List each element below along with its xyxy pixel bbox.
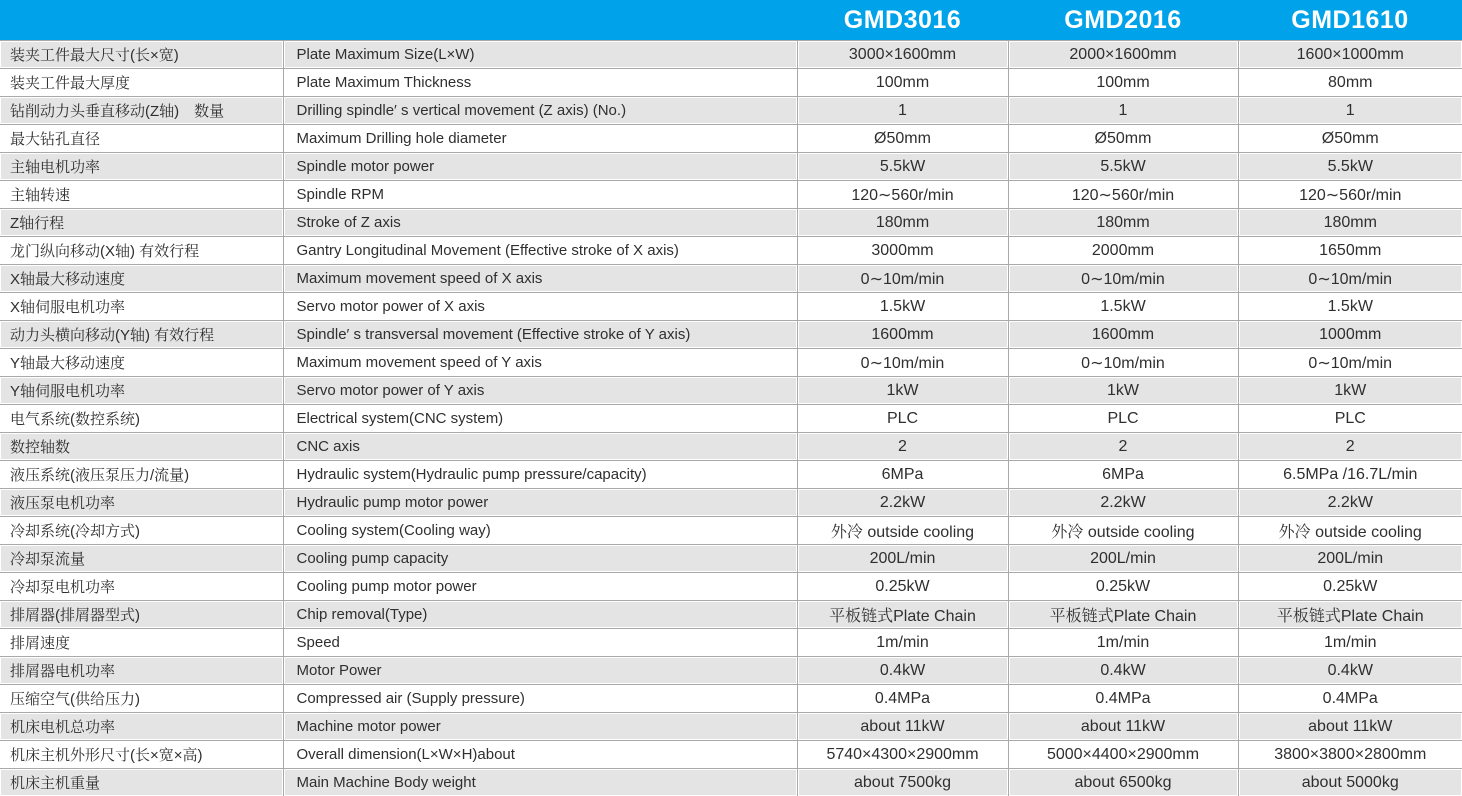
spec-label-cn: 主轴电机功率: [0, 153, 283, 181]
spec-value: 5.5kW: [797, 153, 1008, 181]
table-row: [0, 321, 1462, 349]
spec-label-en: Hydraulic pump motor power: [283, 489, 797, 517]
spec-value: 120∼560r/min: [1238, 181, 1462, 209]
spec-value: 0.4MPa: [797, 685, 1008, 713]
spec-label-en: Spindle motor power: [283, 153, 797, 181]
table-row: [0, 125, 1462, 153]
table-row: [0, 433, 1462, 461]
spec-value: 1.5kW: [1238, 293, 1462, 321]
spec-label-en: Plate Maximum Thickness: [283, 69, 797, 97]
spec-value: 1: [1238, 97, 1462, 125]
table-row: [0, 293, 1462, 321]
table-row: [0, 181, 1462, 209]
spec-value: 0.4kW: [1238, 657, 1462, 685]
spec-value: about 7500kg: [797, 769, 1008, 796]
spec-value: 1000mm: [1238, 321, 1462, 349]
spec-value: PLC: [797, 405, 1008, 433]
spec-value: 0.25kW: [1238, 573, 1462, 601]
spec-value: 200L/min: [1008, 545, 1238, 573]
table-row: [0, 405, 1462, 433]
spec-label-cn: 动力头横向移动(Y轴) 有效行程: [0, 321, 283, 349]
table-row: [0, 153, 1462, 181]
spec-value: 0.4MPa: [1008, 685, 1238, 713]
spec-label-cn: 冷却泵电机功率: [0, 573, 283, 601]
spec-value: 2: [1008, 433, 1238, 461]
table-row: [0, 69, 1462, 97]
spec-value: 3000mm: [797, 237, 1008, 265]
spec-label-cn: X轴伺服电机功率: [0, 293, 283, 321]
spec-label-en: CNC axis: [283, 433, 797, 461]
spec-value: 5.5kW: [1008, 153, 1238, 181]
spec-value: 平板链式Plate Chain: [797, 601, 1008, 629]
spec-label-cn: 冷却系统(冷却方式): [0, 517, 283, 545]
spec-value: 5000×4400×2900mm: [1008, 741, 1238, 769]
spec-label-cn: 钻削动力头垂直移动(Z轴) 数量: [0, 97, 283, 125]
spec-value: 1.5kW: [1008, 293, 1238, 321]
spec-value: 0.25kW: [1008, 573, 1238, 601]
spec-label-en: Main Machine Body weight: [283, 769, 797, 796]
spec-value: 1kW: [1008, 377, 1238, 405]
table-row: [0, 573, 1462, 601]
spec-value: 120∼560r/min: [1008, 181, 1238, 209]
spec-value: 2.2kW: [797, 489, 1008, 517]
header-spacer: [0, 0, 797, 41]
table-row: [0, 657, 1462, 685]
spec-value: 外冷 outside cooling: [797, 517, 1008, 545]
spec-label-en: Motor Power: [283, 657, 797, 685]
spec-value: 1m/min: [1238, 629, 1462, 657]
table-row: [0, 713, 1462, 741]
spec-value: 100mm: [797, 69, 1008, 97]
spec-value: 0∼10m/min: [797, 265, 1008, 293]
spec-label-en: Electrical system(CNC system): [283, 405, 797, 433]
table-row: [0, 545, 1462, 573]
table-row: [0, 349, 1462, 377]
spec-label-en: Maximum movement speed of X axis: [283, 265, 797, 293]
spec-value: 0.4kW: [1008, 657, 1238, 685]
model-column-header: GMD2016: [1008, 0, 1238, 41]
spec-label-cn: Y轴最大移动速度: [0, 349, 283, 377]
spec-label-cn: 排屑器(排屑器型式): [0, 601, 283, 629]
table-row: [0, 517, 1462, 545]
spec-value: 1m/min: [797, 629, 1008, 657]
spec-label-en: Overall dimension(L×W×H)about: [283, 741, 797, 769]
spec-label-cn: 装夹工件最大厚度: [0, 69, 283, 97]
spec-label-cn: X轴最大移动速度: [0, 265, 283, 293]
spec-label-en: Spindle′ s transversal movement (Effective stroke of Y axis): [283, 321, 797, 349]
spec-value: about 11kW: [797, 713, 1008, 741]
spec-value: 1m/min: [1008, 629, 1238, 657]
spec-value: 3000×1600mm: [797, 41, 1008, 69]
spec-label-en: Servo motor power of X axis: [283, 293, 797, 321]
spec-label-cn: 机床电机总功率: [0, 713, 283, 741]
spec-value: 2.2kW: [1238, 489, 1462, 517]
spec-value: 5.5kW: [1238, 153, 1462, 181]
table-row: [0, 97, 1462, 125]
spec-value: 平板链式Plate Chain: [1238, 601, 1462, 629]
spec-label-cn: 压缩空气(供给压力): [0, 685, 283, 713]
spec-value: 0∼10m/min: [1238, 265, 1462, 293]
spec-value: 5740×4300×2900mm: [797, 741, 1008, 769]
spec-label-en: Stroke of Z axis: [283, 209, 797, 237]
spec-value: 2000mm: [1008, 237, 1238, 265]
model-column-header: GMD1610: [1238, 0, 1462, 41]
spec-label-cn: Y轴伺服电机功率: [0, 377, 283, 405]
spec-label-en: Hydraulic system(Hydraulic pump pressure/capacity): [283, 461, 797, 489]
spec-value: Ø50mm: [797, 125, 1008, 153]
spec-value: 1kW: [1238, 377, 1462, 405]
spec-value: 1600mm: [797, 321, 1008, 349]
spec-label-en: Drilling spindle′ s vertical movement (Z axis) (No.): [283, 97, 797, 125]
spec-value: 外冷 outside cooling: [1238, 517, 1462, 545]
table-row: [0, 601, 1462, 629]
spec-label-cn: 装夹工件最大尺寸(长×宽): [0, 41, 283, 69]
spec-value: 6MPa: [797, 461, 1008, 489]
spec-value: 0∼10m/min: [1238, 349, 1462, 377]
spec-value: 2: [1238, 433, 1462, 461]
table-body: [0, 41, 1462, 796]
table-row: [0, 629, 1462, 657]
table-header: [0, 0, 1462, 41]
spec-value: 80mm: [1238, 69, 1462, 97]
spec-label-en: Cooling pump motor power: [283, 573, 797, 601]
table-row: [0, 741, 1462, 769]
spec-label-cn: 冷却泵流量: [0, 545, 283, 573]
spec-label-en: Gantry Longitudinal Movement (Effective stroke of X axis): [283, 237, 797, 265]
spec-value: 1kW: [797, 377, 1008, 405]
spec-value: about 6500kg: [1008, 769, 1238, 796]
spec-label-en: Speed: [283, 629, 797, 657]
spec-value: 2000×1600mm: [1008, 41, 1238, 69]
spec-value: 1600mm: [1008, 321, 1238, 349]
spec-value: Ø50mm: [1238, 125, 1462, 153]
spec-label-cn: 机床主机外形尺寸(长×宽×高): [0, 741, 283, 769]
spec-value: PLC: [1008, 405, 1238, 433]
spec-value: 2: [797, 433, 1008, 461]
spec-label-en: Plate Maximum Size(L×W): [283, 41, 797, 69]
spec-label-cn: 主轴转速: [0, 181, 283, 209]
spec-label-cn: 排屑器电机功率: [0, 657, 283, 685]
spec-value: 外冷 outside cooling: [1008, 517, 1238, 545]
spec-label-cn: 液压系统(液压泵压力/流量): [0, 461, 283, 489]
table-row: [0, 769, 1462, 796]
spec-value: 6.5MPa /16.7L/min: [1238, 461, 1462, 489]
spec-value: about 11kW: [1008, 713, 1238, 741]
spec-value: 1650mm: [1238, 237, 1462, 265]
spec-value: 0∼10m/min: [1008, 265, 1238, 293]
table-row: [0, 489, 1462, 517]
spec-value: 3800×3800×2800mm: [1238, 741, 1462, 769]
spec-label-en: Maximum movement speed of Y axis: [283, 349, 797, 377]
spec-value: 0.25kW: [797, 573, 1008, 601]
spec-value: PLC: [1238, 405, 1462, 433]
spec-value: 0.4kW: [797, 657, 1008, 685]
spec-label-cn: 液压泵电机功率: [0, 489, 283, 517]
spec-label-en: Maximum Drilling hole diameter: [283, 125, 797, 153]
table-row: [0, 237, 1462, 265]
table-row: [0, 209, 1462, 237]
model-column-header: GMD3016: [797, 0, 1008, 41]
spec-label-en: Chip removal(Type): [283, 601, 797, 629]
spec-value: 120∼560r/min: [797, 181, 1008, 209]
spec-value: 100mm: [1008, 69, 1238, 97]
spec-value: about 11kW: [1238, 713, 1462, 741]
table-row: [0, 461, 1462, 489]
spec-label-cn: 最大钻孔直径: [0, 125, 283, 153]
spec-label-cn: 电气系统(数控系统): [0, 405, 283, 433]
spec-label-en: Servo motor power of Y axis: [283, 377, 797, 405]
spec-value: 180mm: [1238, 209, 1462, 237]
spec-label-en: Spindle RPM: [283, 181, 797, 209]
spec-label-cn: 龙门纵向移动(X轴) 有效行程: [0, 237, 283, 265]
table-row: [0, 41, 1462, 69]
spec-label-cn: Z轴行程: [0, 209, 283, 237]
spec-value: Ø50mm: [1008, 125, 1238, 153]
spec-value: about 5000kg: [1238, 769, 1462, 796]
spec-label-en: Cooling system(Cooling way): [283, 517, 797, 545]
spec-value: 1: [1008, 97, 1238, 125]
spec-label-en: Machine motor power: [283, 713, 797, 741]
spec-label-cn: 机床主机重量: [0, 769, 283, 796]
spec-value: 0∼10m/min: [797, 349, 1008, 377]
spec-value: 1600×1000mm: [1238, 41, 1462, 69]
table-row: [0, 377, 1462, 405]
spec-value: 1.5kW: [797, 293, 1008, 321]
spec-label-cn: 排屑速度: [0, 629, 283, 657]
spec-label-cn: 数控轴数: [0, 433, 283, 461]
spec-label-en: Cooling pump capacity: [283, 545, 797, 573]
header-row: [0, 0, 1462, 41]
spec-value: 180mm: [797, 209, 1008, 237]
spec-value: 1: [797, 97, 1008, 125]
table-row: [0, 685, 1462, 713]
spec-value: 200L/min: [1238, 545, 1462, 573]
table-row: [0, 265, 1462, 293]
spec-value: 平板链式Plate Chain: [1008, 601, 1238, 629]
spec-value: 0.4MPa: [1238, 685, 1462, 713]
spec-value: 0∼10m/min: [1008, 349, 1238, 377]
spec-value: 180mm: [1008, 209, 1238, 237]
spec-value: 200L/min: [797, 545, 1008, 573]
spec-value: 6MPa: [1008, 461, 1238, 489]
spec-value: 2.2kW: [1008, 489, 1238, 517]
spec-label-en: Compressed air (Supply pressure): [283, 685, 797, 713]
